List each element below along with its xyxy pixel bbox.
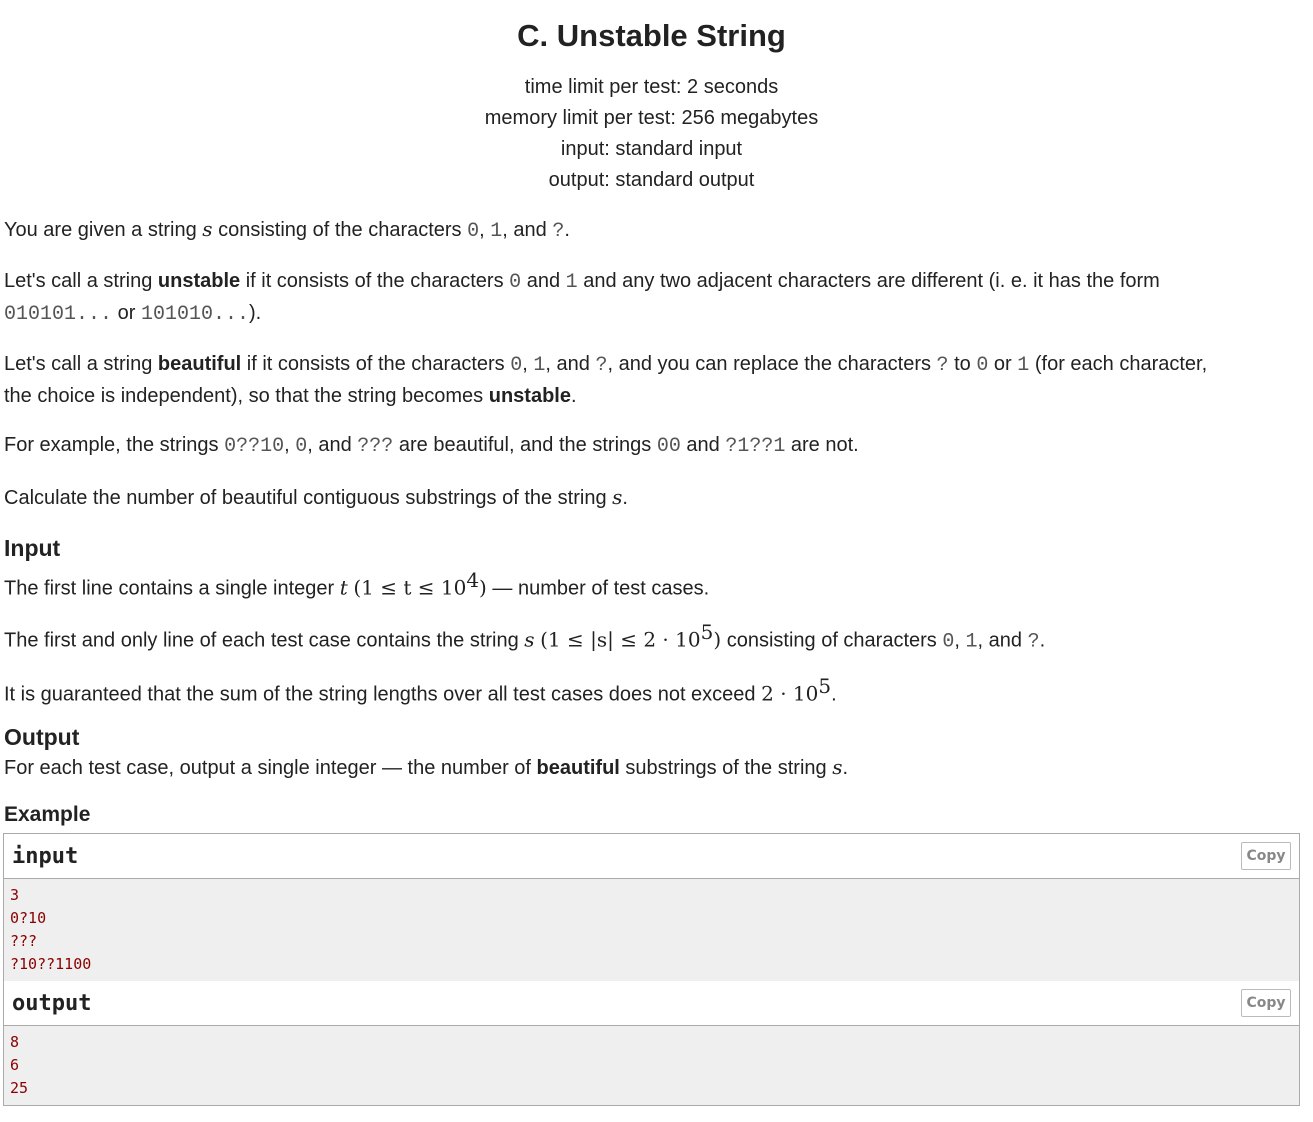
output-spec: output: standard output [548,169,755,191]
statement-paragraph-4: For example, the strings 0??10, 0, and ??? are beautiful, and the strings 00 and ?1??1 are not. [4,434,859,458]
input-line-1: The first line contains a single integer t $(1 \le t \le 10^4)$ — number of test cases. [4,568,710,600]
output-line: 8 [10,1033,20,1051]
statement-paragraph-1: You are given a string s consisting of the characters 0, 1, and ?. [4,217,570,243]
example-output-label: output [12,991,92,1016]
output-line: 6 [10,1056,20,1074]
output-line-1: For each test case, output a single integer — the number of beautiful substrings of the string s. [4,755,849,779]
limits-block [0,72,1303,196]
input-heading: Input [4,535,61,561]
statement-paragraph-5: Calculate the number of beautiful contiguous substrings of the string s. [4,485,628,509]
example-heading: Example [4,803,91,826]
example-input-content [4,879,1299,981]
input-line-3: It is guaranteed that the sum of the string lengths over all test cases does not exceed $2 \cdot 10^5$. [4,674,837,706]
statement-paragraph-3: Let's call a string beautiful if it consists of the characters 0, 1, and ?, and you can replace the characters ? to 0 or 1 (for each character, the choice is independent), so that the string becomes unstable. [4,353,1208,407]
example-output-content [4,1026,1299,1105]
memory-limit: memory limit per test: 256 megabytes [484,107,819,129]
statement-paragraph-2: Let's call a string unstable if it consists of the characters 0 and 1 and any two adjacent characters are different (i. e. it has the form 010101... or 101010...). [4,270,1160,326]
input-spec: input: standard input [560,138,743,160]
example-input-box [3,833,1300,982]
output-line: 25 [10,1079,29,1097]
example-output-box [3,981,1300,1106]
time-limit: time limit per test: 2 seconds [524,76,779,98]
input-line-2: The first and only line of each test case contains the string s $(1 \le |s| \le 2 \cdot 10^5)$ consisting of characters 0, 1, and ?. [4,620,1046,654]
example-input-header [4,834,1299,879]
problem-title: C. Unstable String [517,18,786,53]
input-line: 0?10 [10,909,47,927]
input-line: 3 [10,886,20,904]
copy-input-button[interactable]: Copy [1241,842,1291,870]
example-output-header [4,981,1299,1026]
example-input-label: input [12,844,79,869]
copy-output-button[interactable]: Copy [1241,989,1291,1017]
output-heading: Output [4,724,80,750]
input-line: ??? [10,932,38,950]
input-line: ?10??1100 [10,955,92,973]
